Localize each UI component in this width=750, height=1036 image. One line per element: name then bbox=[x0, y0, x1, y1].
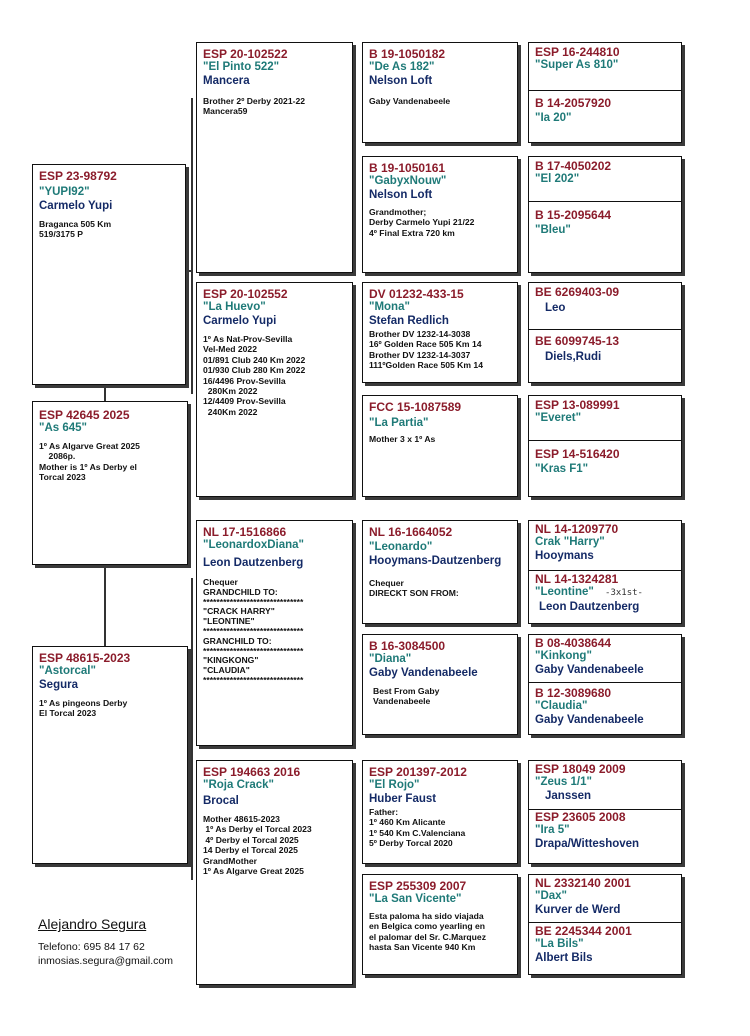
dam-card bbox=[32, 646, 188, 864]
dam-sire-card bbox=[196, 520, 353, 746]
sire-card bbox=[32, 164, 186, 385]
ring-number: FCC 15-1087589 bbox=[369, 400, 462, 414]
ring-number: B 17-4050202 bbox=[535, 159, 612, 173]
notes: 1º As Nat-Prov-Sevilla Vel-Med 2022 01/891 Club 240 Km 2022 01/930 Club 280 Km 2022 16/4496 Prov-Sevilla 280Km 2022 12/4409 Prov-Sevilla 240Km 2022 bbox=[203, 334, 306, 417]
gen4-pair-3 bbox=[528, 282, 682, 383]
owner: Leon Dautzenberg bbox=[539, 601, 640, 613]
notes: 1º As Algarve Great 2025 2086p. Mother is 1º As Derby el Torcal 2023 bbox=[39, 441, 140, 483]
owner: Segura bbox=[39, 679, 78, 691]
gen4-pair-1 bbox=[528, 42, 682, 143]
pigeon-name: "La Partia" bbox=[369, 417, 429, 429]
ring-number: ESP 20-102552 bbox=[203, 287, 288, 301]
ring-number: B 19-1050161 bbox=[369, 161, 446, 175]
ring-number: ESP 23-98792 bbox=[39, 169, 117, 183]
ring-number: ESP 48615-2023 bbox=[39, 651, 131, 665]
owner: Carmelo Yupi bbox=[39, 200, 113, 212]
sss-card bbox=[362, 42, 518, 143]
owner: Brocal bbox=[203, 795, 239, 807]
ring-number: ESP 23605 2008 bbox=[535, 810, 626, 824]
achievement-tag: -3x1st- bbox=[605, 588, 643, 598]
notes: Mother 48615-2023 1º As Derby el Torcal 2023 4º Derby el Torcal 2025 14 Derby el Torcal 2025 GrandMother 1º As Algarve Great 2025 bbox=[203, 814, 312, 877]
pigeon-name: "El Rojo" bbox=[369, 779, 420, 791]
notes: Chequer GRANDCHILD TO: ****************************** "CRACK HARRY" "LEONTINE" ****************************** GRANCHILD TO: ****************************** "KINGKONG" "CLAUDIA" ****************************** bbox=[203, 577, 304, 685]
pigeon-name: "Roja Crack" bbox=[203, 779, 274, 791]
dam-dam-card bbox=[196, 760, 353, 985]
owner: Leo bbox=[545, 302, 566, 314]
sdd-card bbox=[362, 395, 518, 497]
sire-dam-card bbox=[196, 282, 353, 497]
owner: Gaby Vandenabeele bbox=[535, 664, 644, 676]
ring-number: BE 6099745-13 bbox=[535, 334, 620, 348]
pigeon-name: "LeonardoxDiana" bbox=[203, 539, 305, 551]
owner: Hooymans bbox=[535, 550, 594, 562]
gen4-pair-4 bbox=[528, 395, 682, 497]
owner: Leon Dautzenberg bbox=[203, 557, 304, 569]
ddd-card bbox=[362, 874, 518, 975]
ring-number: NL 2332140 2001 bbox=[535, 876, 631, 890]
pigeon-name: "La San Vicente" bbox=[369, 893, 462, 905]
owner: Nelson Loft bbox=[369, 75, 433, 87]
ring-number: DV 01232-433-15 bbox=[369, 287, 464, 301]
pigeon-name: "Astorcal" bbox=[39, 665, 96, 677]
ring-number: BE 6269403-09 bbox=[535, 285, 620, 299]
notes: 1º As pingeons Derby El Torcal 2023 bbox=[39, 698, 128, 719]
owner: Hooymans-Dautzenberg bbox=[369, 555, 502, 567]
owner: Janssen bbox=[545, 790, 592, 802]
ring-number: ESP 14-516420 bbox=[535, 447, 620, 461]
ssd-card bbox=[362, 156, 518, 273]
gen4-pair-5 bbox=[528, 520, 682, 624]
owner: Carmelo Yupi bbox=[203, 315, 277, 327]
ring-number: NL 17-1516866 bbox=[203, 525, 287, 539]
pigeon-name: "Bleu" bbox=[535, 224, 571, 236]
notes: Brother DV 1232-14-3038 16º Golden Race 505 Km 14 Brother DV 1232-14-3037 111ºGolden Race 505 Km 14 bbox=[369, 329, 483, 371]
pigeon-name: "As 645" bbox=[39, 422, 87, 434]
sire-sire-card bbox=[196, 42, 353, 273]
notes: Gaby Vandenabeele bbox=[369, 96, 451, 106]
owner: Mancera bbox=[203, 75, 250, 87]
notes: Mother 3 x 1º As bbox=[369, 434, 436, 444]
ring-number: NL 14-1324281 bbox=[535, 572, 619, 586]
pigeon-name: "La Bils" bbox=[535, 938, 584, 950]
ring-number: ESP 16-244810 bbox=[535, 45, 620, 59]
pigeon-name: Crak "Harry" bbox=[535, 536, 605, 548]
owner: Diels,Rudi bbox=[545, 351, 602, 363]
ring-number: B 08-4038644 bbox=[535, 636, 612, 650]
ring-number: ESP 201397-2012 bbox=[369, 765, 467, 779]
ring-number: BE 2245344 2001 bbox=[535, 924, 632, 938]
pigeon-name: "De As 182" bbox=[369, 61, 435, 73]
pigeon-name: "GabyxNouw" bbox=[369, 175, 447, 187]
breeder-contact bbox=[38, 916, 173, 968]
owner: Gaby Vandenabeele bbox=[369, 667, 478, 679]
dds-card bbox=[362, 760, 518, 864]
pigeon-name: "La Huevo" bbox=[203, 301, 266, 313]
owner: Huber Faust bbox=[369, 793, 437, 805]
notes: Braganca 505 Km 519/3175 P bbox=[39, 219, 112, 240]
sds-card bbox=[362, 282, 518, 383]
pigeon-name: "Diana" bbox=[369, 653, 412, 665]
breeder-phone: Telefono: 695 84 17 62 bbox=[38, 941, 145, 953]
pigeon-name bbox=[535, 586, 675, 600]
dsd-card bbox=[362, 634, 518, 735]
notes: Father: 1º 460 Km Alicante 1º 540 Km C.Valenciana 5º Derby Torcal 2020 bbox=[369, 807, 466, 849]
ring-number: B 12-3089680 bbox=[535, 686, 612, 700]
ring-number: B 19-1050182 bbox=[369, 47, 446, 61]
pigeon-name: "YUPI92" bbox=[39, 186, 90, 198]
ring-number: ESP 18049 2009 bbox=[535, 762, 626, 776]
ring-number: ESP 194663 2016 bbox=[203, 765, 301, 779]
ring-number: ESP 255309 2007 bbox=[369, 879, 467, 893]
ring-number: B 14-2057920 bbox=[535, 96, 612, 110]
notes: Chequer DIRECKT SON FROM: bbox=[369, 578, 459, 599]
pigeon-name: "Super As 810" bbox=[535, 59, 619, 71]
gen4-pair-6 bbox=[528, 634, 682, 735]
owner: Gaby Vandenabeele bbox=[535, 714, 644, 726]
ring-number: ESP 20-102522 bbox=[203, 47, 288, 61]
owner: Albert Bils bbox=[535, 952, 593, 964]
notes: Best From Gaby Vandenabeele bbox=[373, 686, 440, 707]
ring-number: NL 14-1209770 bbox=[535, 522, 619, 536]
breeder-email: inmosias.segura@gmail.com bbox=[38, 955, 173, 967]
pigeon-name: "Mona" bbox=[369, 301, 410, 313]
dss-card bbox=[362, 520, 518, 624]
breeder-name: Alejandro Segura bbox=[38, 916, 147, 932]
pigeon-name: "Dax" bbox=[535, 890, 568, 902]
pigeon-name: "Ira 5" bbox=[535, 824, 570, 836]
pigeon-name: "Zeus 1/1" bbox=[535, 776, 592, 788]
gen4-pair-7 bbox=[528, 760, 682, 864]
pigeon-name: "Claudia" bbox=[535, 700, 588, 712]
owner: Nelson Loft bbox=[369, 189, 433, 201]
gen4-pair-2 bbox=[528, 156, 682, 273]
owner: Drapa/Witteshoven bbox=[535, 838, 640, 850]
pigeon-name: "Ia 20" bbox=[535, 112, 572, 124]
notes: Grandmother; Derby Carmelo Yupi 21/22 4º Final Extra 720 km bbox=[369, 207, 475, 238]
gen4-pair-8 bbox=[528, 874, 682, 975]
notes: Brother 2º Derby 2021-22 Mancera59 bbox=[203, 96, 306, 117]
notes: Esta paloma ha sido viajada en Belgica como yearling en el palomar del Sr. C.Marquez hasta San Vicente 940 Km bbox=[369, 911, 487, 953]
pigeon-name: "El Pinto 522" bbox=[203, 61, 280, 73]
owner: Stefan Redlich bbox=[369, 315, 449, 327]
pigeon-card bbox=[32, 401, 188, 565]
pigeon-name: "Kinkong" bbox=[535, 650, 592, 662]
pigeon-name-text: "Leontine" bbox=[535, 586, 594, 598]
pigeon-name: "Everet" bbox=[535, 412, 582, 424]
ring-number: ESP 42645 2025 bbox=[39, 408, 130, 422]
pigeon-name: "Leonardo" bbox=[369, 541, 433, 553]
ring-number: ESP 13-089991 bbox=[535, 398, 620, 412]
ring-number: B 16-3084500 bbox=[369, 639, 446, 653]
ring-number: B 15-2095644 bbox=[535, 208, 612, 222]
owner: Kurver de Werd bbox=[535, 904, 621, 916]
ring-number: NL 16-1664052 bbox=[369, 525, 453, 539]
pigeon-name: "Kras F1" bbox=[535, 463, 589, 475]
pigeon-name: "El 202" bbox=[535, 173, 580, 185]
